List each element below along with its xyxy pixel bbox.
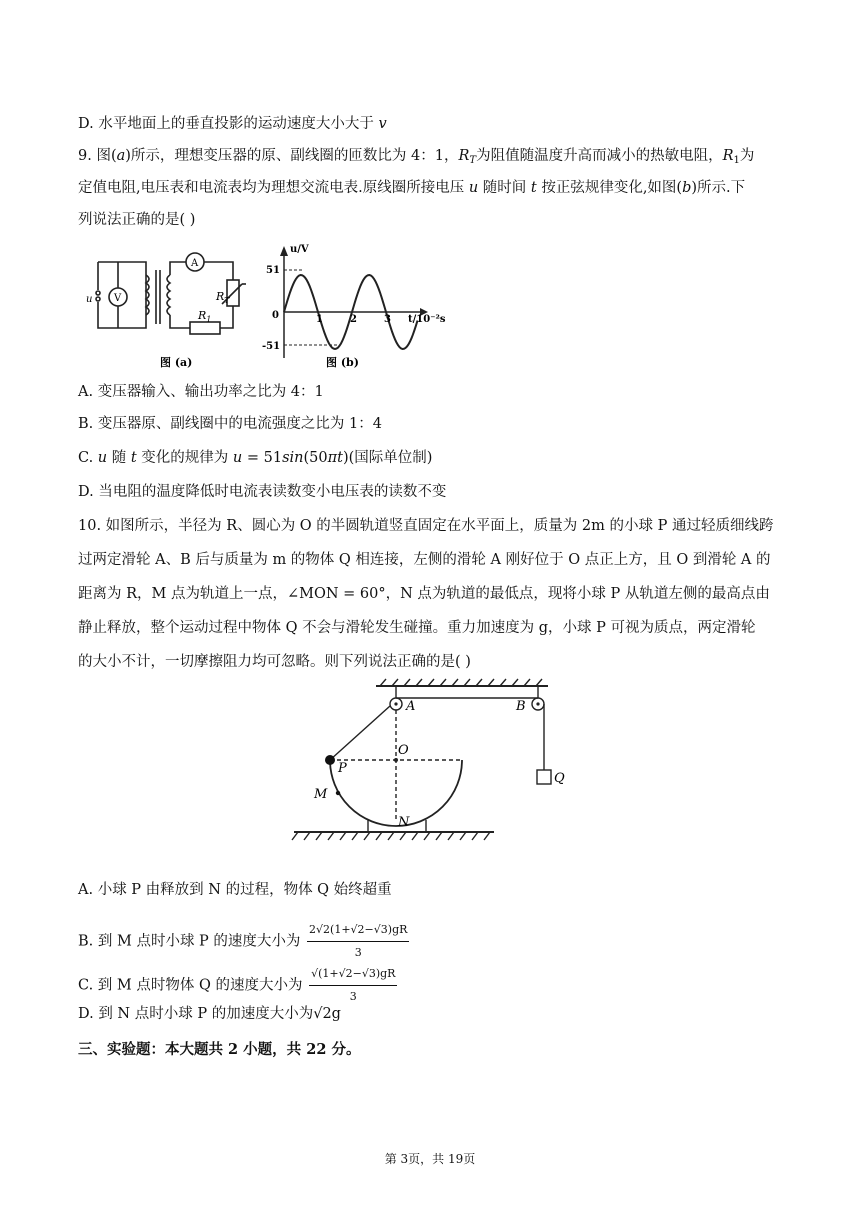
q10-option-d	[78, 1004, 341, 1024]
q9-sub: T	[469, 155, 477, 166]
q9-text: C.	[78, 450, 98, 466]
q9-option-a	[78, 382, 324, 402]
ball-p	[325, 755, 335, 765]
q10-stem-line4	[78, 618, 755, 638]
figure-a-caption: 图 (a)	[160, 356, 193, 369]
q9-text: (50	[303, 450, 328, 466]
q9-var: a	[116, 148, 126, 164]
q9-option-d	[78, 482, 446, 502]
q9-stem-line3	[78, 210, 195, 230]
center-o-dot	[394, 758, 398, 762]
q10-option-d-text: D. 到 N 点时小球 P 的加速度大小为√2g	[78, 1006, 341, 1022]
q8-option-d-var: v	[378, 116, 387, 132]
q9-option-a-text: A. 变压器输入、输出功率之比为 4：1	[78, 384, 324, 400]
section-3-text: 三、实验题：本大题共 2 小题，共 22 分。	[78, 1041, 361, 1058]
graph-y-label: u/V	[290, 244, 309, 255]
graph-y-min: -51	[262, 341, 281, 352]
q10-option-c-text: C. 到 M 点时物体 Q 的速度大小为	[78, 977, 303, 994]
voltmeter-label: V	[114, 293, 122, 304]
graph-y-max: 51	[266, 265, 280, 276]
label-p: P	[338, 761, 347, 776]
graph-x-tick-2: 2	[350, 314, 357, 325]
q9-option-c	[78, 448, 432, 468]
ammeter-label: A	[191, 258, 199, 269]
resistor-label: $R_1$	[198, 309, 212, 324]
q9-var: u	[97, 450, 108, 466]
q10-stem-line5	[78, 652, 471, 672]
q9-option-d-text: D. 当电阻的温度降低时电流表读数变小电压表的读数不变	[78, 484, 447, 500]
q10-stem-line2	[78, 550, 771, 570]
ground-hatch	[292, 832, 490, 840]
q9-var: sin	[282, 450, 304, 466]
q8-option-d	[78, 114, 387, 134]
q9-var: t	[130, 450, 137, 466]
q10-stem-line1	[78, 516, 773, 536]
q9-sub: 1	[733, 155, 740, 166]
label-n: N	[398, 815, 410, 830]
q10-option-b	[78, 920, 409, 963]
q9-text: )所示.下	[691, 180, 746, 196]
fraction-numerator: √(1+√2−√3)gR	[309, 964, 397, 986]
graph-x-tick-3: 3	[384, 314, 391, 325]
section-3-heading	[78, 1040, 360, 1060]
q9-var: πt	[327, 450, 343, 466]
thermistor-label: $R_T$	[216, 290, 230, 305]
q9-var: b	[682, 180, 692, 196]
sine-graph	[280, 246, 428, 358]
q9-text: = 51	[242, 450, 283, 466]
label-a: A	[406, 699, 416, 714]
graph-origin: 0	[272, 310, 279, 321]
label-m: M	[314, 787, 328, 802]
point-m-dot	[336, 791, 340, 795]
q10-text: 10. 如图所示，半径为 R、圆心为 O 的半圆轨道竖直固定在水平面上，质量为 2m 的小球 P 通过轻质细线跨	[78, 518, 774, 534]
q9-text: 9. 图(	[78, 148, 117, 164]
source-label: u	[86, 294, 93, 305]
q9-text: 定值电阻,电压表和电流表均为理想交流电表.原线圈所接电压	[78, 180, 469, 196]
q9-text: )(国际单位制)	[342, 450, 433, 466]
q8-option-d-text: D. 水平地面上的垂直投影的运动速度大小大于	[78, 116, 374, 132]
q10-text: 静止释放，整个运动过程中物体 Q 不会与滑轮发生碰撞。重力加速度为 g，小球 P 可视为质点，两定滑轮	[78, 620, 756, 636]
q9-var: R	[458, 148, 470, 164]
q9-text: 为阻值随温度升高而减小的热敏电阻，	[476, 148, 723, 164]
figure-b-caption: 图 (b)	[326, 356, 359, 369]
label-o: O	[398, 743, 409, 758]
q9-text: 随时间	[478, 180, 531, 196]
q9-stem-line2	[78, 178, 745, 198]
q10-text: 距离为 R，M 点为轨道上一点，∠MON = 60°，N 点为轨道的最低点，现将小球 P 从轨道左侧的最高点由	[78, 586, 770, 602]
q10-option-c-fraction	[309, 964, 397, 1007]
ceiling-hatch	[380, 679, 542, 686]
graph-x-label: t/10⁻²s	[408, 314, 446, 325]
q10-stem-line3	[78, 584, 770, 604]
q9-var: R	[722, 148, 734, 164]
q9-option-b	[78, 414, 382, 434]
label-b: B	[516, 699, 526, 714]
q9-text: )所示，理想变压器的原、副线圈的匝数比为 4：1，	[125, 148, 459, 164]
q9-var: t	[530, 180, 537, 196]
q9-text: 为	[739, 148, 755, 164]
q9-text: 列说法正确的是( )	[78, 212, 196, 228]
q9-figures	[78, 240, 458, 375]
q10-option-a-text: A. 小球 P 由释放到 N 的过程，物体 Q 始终超重	[78, 882, 392, 898]
block-q	[537, 770, 551, 784]
q10-option-c	[78, 964, 397, 1007]
q10-option-b-fraction	[307, 920, 409, 963]
q9-text: 随	[107, 450, 131, 466]
q9-option-b-text: B. 变压器原、副线圈中的电流强度之比为 1：4	[78, 416, 382, 432]
q9-var: u	[232, 450, 243, 466]
q10-figure	[290, 674, 580, 846]
graph-x-tick-1: 1	[316, 314, 323, 325]
q10-option-a	[78, 880, 392, 900]
fraction-denominator: 3	[354, 946, 362, 959]
q10-option-b-text: B. 到 M 点时小球 P 的速度大小为	[78, 933, 301, 950]
q10-text: 过两定滑轮 A、B 后与质量为 m 的物体 Q 相连接，左侧的滑轮 A 刚好位于 O 点正上方，且 O 到滑轮 A 的	[78, 552, 771, 568]
q9-text: 按正弦规律变化,如图(	[536, 180, 683, 196]
q9-var: u	[468, 180, 479, 196]
q10-text: 的大小不计，一切摩擦阻力均可忽略。则下列说法正确的是( )	[78, 654, 471, 670]
fraction-numerator: 2√2(1+√2−√3)gR	[307, 920, 409, 942]
q9-stem-line1	[78, 146, 754, 171]
fraction-denominator: 3	[349, 990, 357, 1003]
page-footer: 第 3页，共 19页	[384, 1152, 476, 1166]
q9-text: 变化的规律为	[136, 450, 233, 466]
label-q: Q	[554, 771, 565, 786]
